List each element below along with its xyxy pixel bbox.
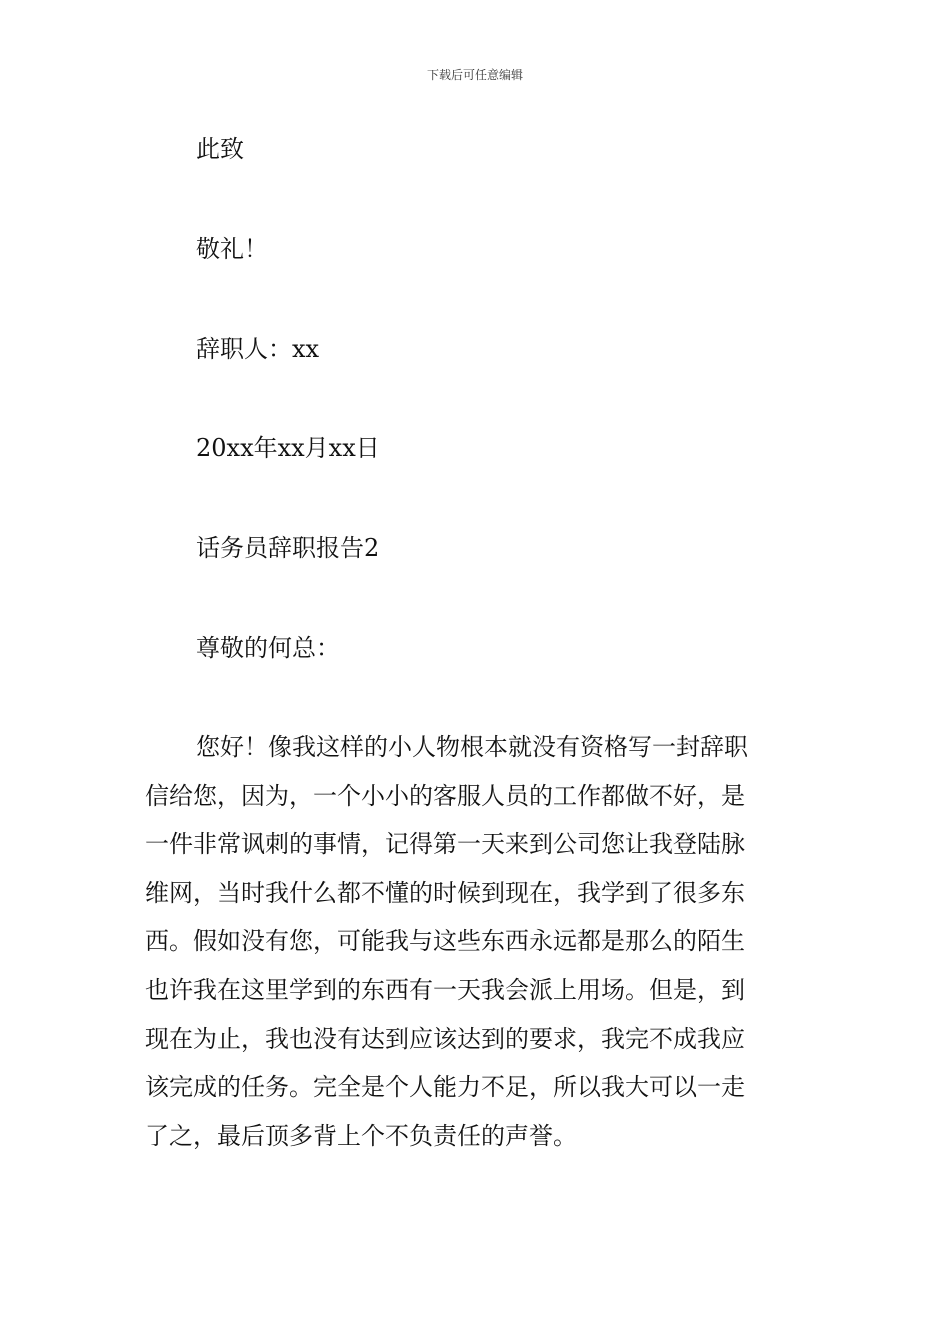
letter-salute: 敬礼！ xyxy=(196,235,268,263)
body-line: 该完成的任务。完全是个人能力不足，所以我大可以一走 xyxy=(145,1073,745,1102)
greeting: 尊敬的何总： xyxy=(196,634,340,662)
letter-date: 20xx年xx月xx日 xyxy=(196,434,380,462)
body-line: 了之，最后顶多背上个不负责任的声誉。 xyxy=(145,1121,577,1150)
body-line: 您好！像我这样的小人物根本就没有资格写一封辞职 xyxy=(196,733,748,761)
body-line: 信给您，因为，一个小小的客服人员的工作都做不好，是 xyxy=(145,781,745,810)
body-line: 维网，当时我什么都不懂的时候到现在，我学到了很多东 xyxy=(145,878,745,907)
body-line: 西。假如没有您，可能我与这些东西永远都是那么的陌生 xyxy=(145,927,745,956)
letter-signer: 辞职人：xx xyxy=(196,335,320,363)
body-line: 也许我在这里学到的东西有一天我会派上用场。但是，到 xyxy=(145,975,745,1004)
body-line: 一件非常讽刺的事情，记得第一天来到公司您让我登陆脉 xyxy=(145,830,745,859)
body-paragraph xyxy=(145,731,805,1168)
body-line: 现在为止，我也没有达到应该达到的要求，我完不成我应 xyxy=(145,1024,745,1053)
section-title: 话务员辞职报告2 xyxy=(196,534,380,562)
letter-closing: 此致 xyxy=(196,135,244,163)
page-header-note: 下载后可任意编辑 xyxy=(426,68,523,82)
